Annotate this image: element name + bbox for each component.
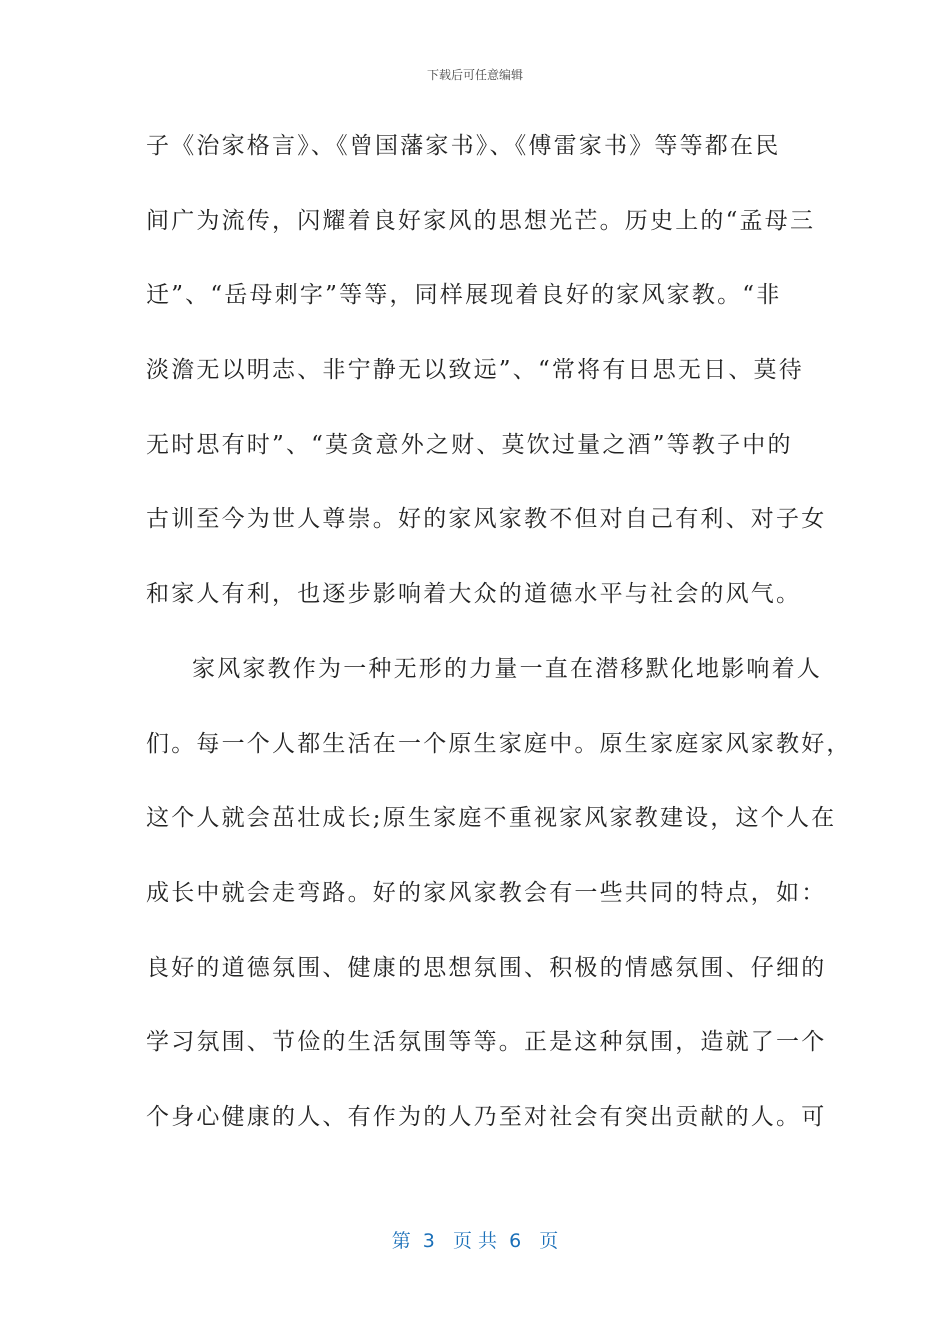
text-line: 淡澹无以明志、非宁静无以致远”、“常将有日思无日、莫待 bbox=[146, 357, 804, 384]
text-line: 良好的道德氛围、健康的思想氛围、积极的情感氛围、仔细的 bbox=[146, 954, 827, 981]
text-line: 和家人有利，也逐步影响着大众的道德水平与社会的风气。 bbox=[146, 581, 802, 608]
text-line: 间广为流传，闪耀着良好家风的思想光芒。历史上的“孟母三 bbox=[146, 207, 816, 234]
text-line: 学习氛围、节俭的生活氛围等等。正是这种氛围，造就了一个 bbox=[146, 1029, 827, 1056]
page-header: 下载后可任意编辑 bbox=[426, 68, 523, 82]
paragraph-start-line: 家风家教作为一种无形的力量一直在潜移默化地影响着人 bbox=[192, 655, 822, 682]
text-line: 个身心健康的人、有作为的人乃至对社会有突出贡献的人。可 bbox=[146, 1103, 827, 1130]
text-line: 们。每一个人都生活在一个原生家庭中。原生家庭家风家教好， bbox=[146, 730, 852, 757]
text-line: 迁”、“岳母刺字”等等，同样展现着良好的家风家教。“非 bbox=[146, 282, 782, 309]
text-line: 无时思有时”、“莫贪意外之财、莫饮过量之酒”等教子中的 bbox=[146, 431, 793, 458]
text-line: 成长中就会走弯路。好的家风家教会有一些共同的特点，如： bbox=[146, 879, 827, 906]
text-line: 子《治家格言》、《曾国藩家书》、《傅雷家书》等等都在民 bbox=[146, 133, 781, 159]
page-number: 第 3 页 共 6 页 bbox=[391, 1230, 559, 1252]
text-line: 古训至今为世人尊崇。好的家风家教不但对自己有利、对子女 bbox=[146, 506, 827, 533]
body-text bbox=[146, 124, 852, 1170]
text-line: 这个人就会茁壮成长;原生家庭不重视家风家教建设，这个人在 bbox=[146, 805, 837, 832]
